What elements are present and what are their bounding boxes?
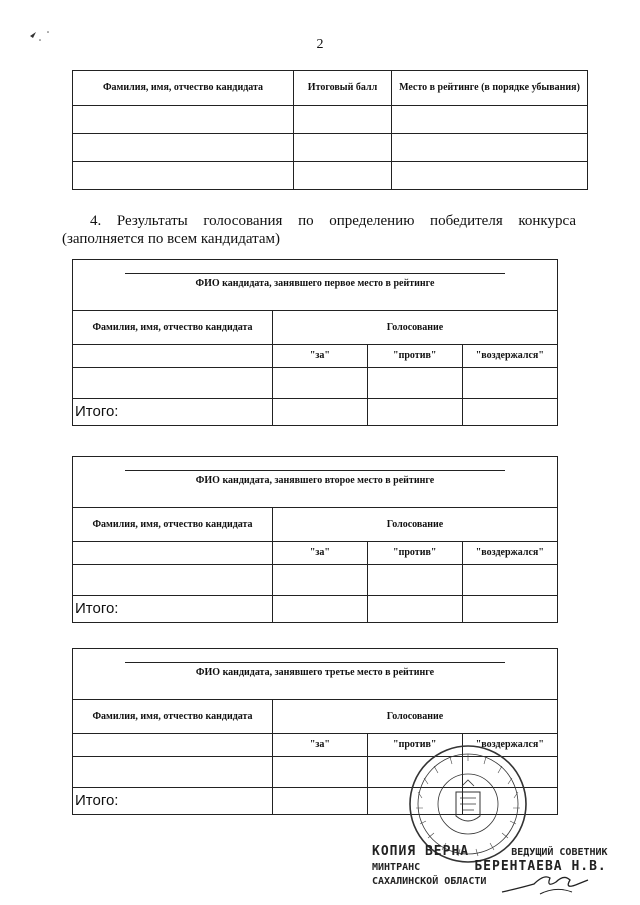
vote-table-2 bbox=[72, 456, 558, 623]
header-fio: Фамилия, имя, отчество кандидата bbox=[73, 71, 294, 106]
cell[interactable] bbox=[273, 788, 368, 815]
vote-table-caption: ФИО кандидата, занявшего первое место в рейтинге bbox=[195, 278, 435, 289]
certify-region: САХАЛИНСКОЙ ОБЛАСТИ bbox=[372, 876, 487, 887]
cell[interactable] bbox=[462, 399, 557, 426]
name-fill-line[interactable] bbox=[125, 273, 505, 274]
total-label: Итого: bbox=[73, 596, 273, 623]
name-fill-line[interactable] bbox=[125, 662, 505, 663]
certify-ministry: МИНТРАНС bbox=[372, 862, 421, 873]
cell[interactable] bbox=[273, 596, 368, 623]
cell[interactable] bbox=[73, 106, 294, 134]
cell[interactable] bbox=[462, 565, 557, 596]
cell[interactable] bbox=[367, 565, 462, 596]
vote-table-caption: ФИО кандидата, занявшего второе место в рейтинге bbox=[195, 475, 435, 486]
cell[interactable] bbox=[73, 368, 273, 399]
cell[interactable] bbox=[73, 345, 273, 368]
option-abstain: "воздержался" bbox=[462, 345, 557, 368]
cell[interactable] bbox=[73, 162, 294, 190]
cell[interactable] bbox=[294, 134, 392, 162]
option-for: "за" bbox=[273, 734, 368, 757]
ranking-table bbox=[72, 70, 588, 190]
total-label: Итого: bbox=[73, 399, 273, 426]
vote-table-1 bbox=[72, 259, 558, 426]
table-header-row bbox=[73, 71, 588, 106]
header-score: Итоговый балл bbox=[294, 71, 392, 106]
cell[interactable] bbox=[392, 162, 588, 190]
section-4-text: 4. Результаты голосования по определению победителя конкурса (заполняется по всем кандидатам) bbox=[62, 213, 576, 247]
cell[interactable] bbox=[392, 106, 588, 134]
vote-grid bbox=[73, 508, 557, 622]
cell[interactable] bbox=[73, 757, 273, 788]
certify-copy-true: КОПИЯ ВЕРНА bbox=[372, 844, 470, 859]
cell[interactable] bbox=[367, 368, 462, 399]
option-abstain: "воздержался" bbox=[462, 734, 557, 757]
cell[interactable] bbox=[73, 134, 294, 162]
cell[interactable] bbox=[392, 134, 588, 162]
cell[interactable] bbox=[367, 399, 462, 426]
vote-table-caption-bar bbox=[73, 260, 557, 311]
name-header: Фамилия, имя, отчество кандидата bbox=[73, 311, 273, 345]
name-header: Фамилия, имя, отчество кандидата bbox=[73, 508, 273, 542]
vote-header: Голосование bbox=[273, 700, 558, 734]
certify-name: БЕРЕНТАЕВА Н.В. bbox=[474, 859, 607, 874]
header-rank: Место в рейтинге (в порядке убывания) bbox=[392, 71, 588, 106]
option-abstain: "воздержался" bbox=[462, 542, 557, 565]
cell[interactable] bbox=[294, 106, 392, 134]
section-4-paragraph bbox=[62, 212, 576, 248]
signature-icon bbox=[500, 868, 590, 898]
cell[interactable] bbox=[273, 565, 368, 596]
cell[interactable] bbox=[73, 542, 273, 565]
option-for: "за" bbox=[273, 345, 368, 368]
cell[interactable] bbox=[367, 596, 462, 623]
option-against: "против" bbox=[367, 734, 462, 757]
cell[interactable] bbox=[273, 399, 368, 426]
name-header: Фамилия, имя, отчество кандидата bbox=[73, 700, 273, 734]
vote-table-caption: ФИО кандидата, занявшего третье место в рейтинге bbox=[195, 667, 435, 678]
name-fill-line[interactable] bbox=[125, 470, 505, 471]
cell[interactable] bbox=[294, 162, 392, 190]
vote-header: Голосование bbox=[273, 508, 558, 542]
cell[interactable] bbox=[73, 734, 273, 757]
cell[interactable] bbox=[273, 757, 368, 788]
page-number: 2 bbox=[316, 37, 324, 52]
vote-header: Голосование bbox=[273, 311, 558, 345]
certify-position: ВЕДУЩИЙ СОВЕТНИК bbox=[511, 847, 608, 858]
table-row bbox=[73, 106, 588, 134]
option-against: "против" bbox=[367, 542, 462, 565]
cell[interactable] bbox=[73, 565, 273, 596]
vote-table-caption-bar bbox=[73, 457, 557, 508]
cell[interactable] bbox=[462, 596, 557, 623]
total-label: Итого: bbox=[73, 788, 273, 815]
cell[interactable] bbox=[273, 368, 368, 399]
cell[interactable] bbox=[462, 368, 557, 399]
vote-grid bbox=[73, 311, 557, 425]
option-for: "за" bbox=[273, 542, 368, 565]
table-row bbox=[73, 134, 588, 162]
table-row bbox=[73, 162, 588, 190]
vote-table-caption-bar bbox=[73, 649, 557, 700]
option-against: "против" bbox=[367, 345, 462, 368]
